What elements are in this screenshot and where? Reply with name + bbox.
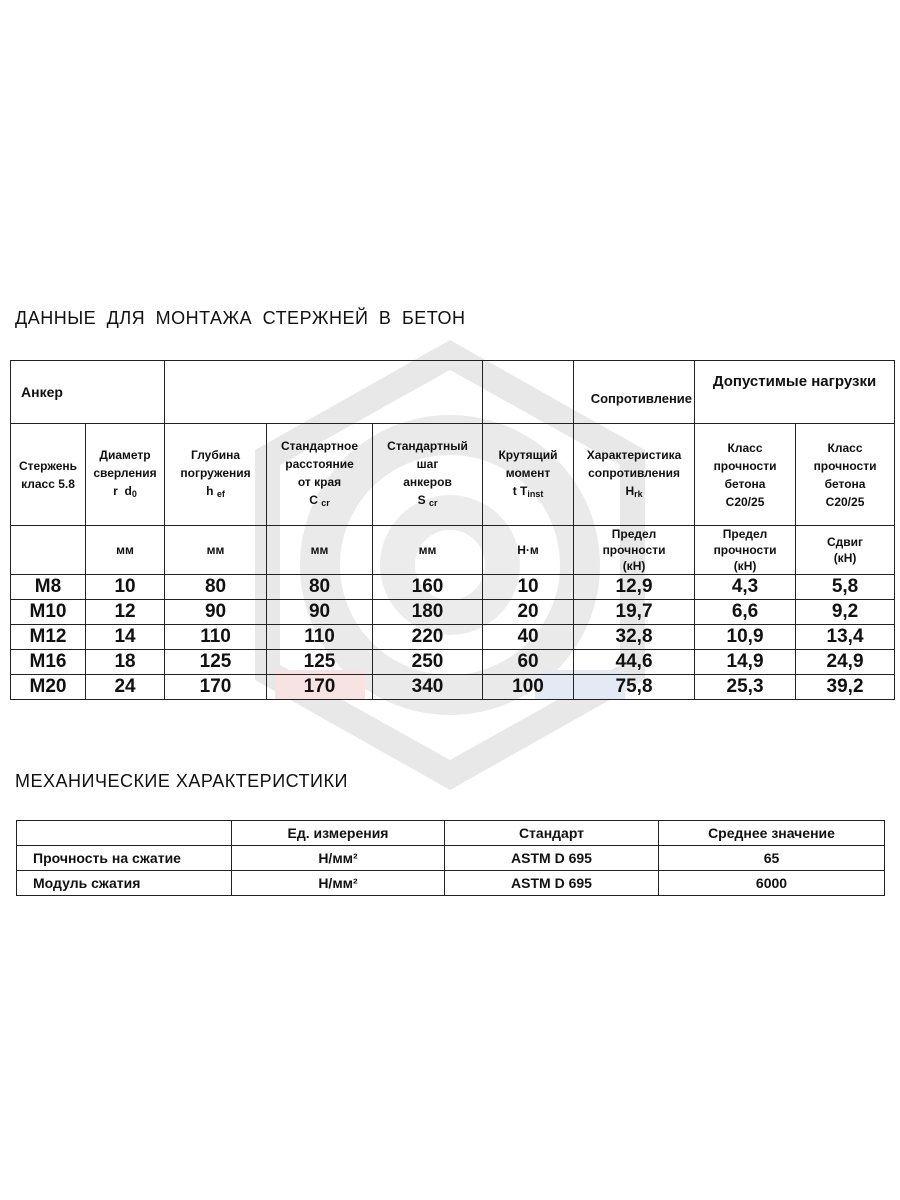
cell-drill: 14 bbox=[86, 625, 165, 650]
table-row bbox=[17, 846, 885, 871]
empty-header-cell bbox=[165, 361, 483, 424]
empty-header-cell bbox=[483, 361, 574, 424]
cell-class-2: 39,2 bbox=[796, 675, 895, 700]
cell-class-1: 14,9 bbox=[695, 650, 796, 675]
cell-rod: M8 bbox=[11, 575, 86, 600]
unit-line: (кН) bbox=[833, 551, 857, 565]
header-line: момент bbox=[505, 466, 551, 480]
cell-rod: M12 bbox=[11, 625, 86, 650]
cell-spacing: 250 bbox=[373, 650, 483, 675]
mech-average: 6000 bbox=[659, 871, 885, 896]
cell-rod: M10 bbox=[11, 600, 86, 625]
symbol-sub: cr bbox=[321, 498, 330, 508]
header-line: от края bbox=[297, 475, 342, 489]
header-line: шаг bbox=[416, 457, 439, 471]
header-line: погружения bbox=[180, 466, 251, 480]
header-line: Стержень bbox=[18, 458, 78, 473]
unit-char-resistance bbox=[574, 526, 695, 575]
mech-standard: ASTM D 695 bbox=[445, 846, 659, 871]
cell-class-2: 24,9 bbox=[796, 650, 895, 675]
symbol: t T bbox=[512, 484, 528, 498]
mechanical-properties-table bbox=[16, 820, 885, 896]
cell-depth: 80 bbox=[165, 575, 267, 600]
col-header-torque bbox=[483, 424, 574, 526]
symbol-sub: inst bbox=[527, 489, 544, 499]
header-line: прочности bbox=[813, 458, 877, 473]
unit-depth: мм bbox=[165, 526, 267, 575]
cell-drill: 12 bbox=[86, 600, 165, 625]
mech-property-name: Модуль сжатия bbox=[17, 871, 232, 896]
header-line: бетона bbox=[724, 476, 766, 491]
header-line: анкеров bbox=[403, 475, 452, 489]
anchor-install-table bbox=[10, 360, 895, 700]
table-row bbox=[11, 600, 895, 625]
unit-class-2 bbox=[796, 526, 895, 575]
cell-class-2: 5,8 bbox=[796, 575, 895, 600]
mech-property-name: Прочность на сжатие bbox=[17, 846, 232, 871]
unit-edge: мм bbox=[267, 526, 373, 575]
header-line: прочности bbox=[713, 458, 777, 473]
header-line: класс 5.8 bbox=[21, 476, 75, 491]
cell-rod: M16 bbox=[11, 650, 86, 675]
header-line: Диаметр bbox=[99, 448, 151, 462]
table-row bbox=[11, 575, 895, 600]
mech-header-row bbox=[17, 821, 885, 846]
cell-edge: 90 bbox=[267, 600, 373, 625]
symbol: H bbox=[625, 484, 635, 498]
col-header-drill-diameter bbox=[86, 424, 165, 526]
col-header-char-resistance bbox=[574, 424, 695, 526]
header-line: Крутящий bbox=[498, 448, 558, 462]
mech-unit: Н/мм² bbox=[232, 871, 445, 896]
table-column-header-row bbox=[11, 424, 895, 526]
table-row bbox=[17, 871, 885, 896]
col-header-concrete-class-1 bbox=[695, 424, 796, 526]
unit-line: прочности bbox=[713, 543, 777, 557]
mech-header-empty bbox=[17, 821, 232, 846]
cell-edge: 80 bbox=[267, 575, 373, 600]
symbol-sub: cr bbox=[428, 498, 438, 508]
header-line: C20/25 bbox=[825, 494, 865, 509]
mech-header-standard: Стандарт bbox=[445, 821, 659, 846]
cell-drill: 10 bbox=[86, 575, 165, 600]
cell-depth: 110 bbox=[165, 625, 267, 650]
col-header-depth bbox=[165, 424, 267, 526]
cell-char-resistance: 75,8 bbox=[574, 675, 695, 700]
col-header-concrete-class-2 bbox=[796, 424, 895, 526]
unit-drill: мм bbox=[86, 526, 165, 575]
header-line: сверления bbox=[93, 466, 157, 480]
cell-torque: 60 bbox=[483, 650, 574, 675]
symbol: h bbox=[206, 484, 214, 498]
resistance-group-header: Сопротивление bbox=[574, 361, 695, 424]
header-line: Характеристика bbox=[586, 448, 682, 462]
cell-spacing: 160 bbox=[373, 575, 483, 600]
cell-edge: 170 bbox=[267, 675, 373, 700]
cell-torque: 20 bbox=[483, 600, 574, 625]
symbol: r d bbox=[113, 484, 132, 498]
table-row bbox=[11, 625, 895, 650]
header-line: Класс bbox=[727, 440, 763, 455]
header-line: C20/25 bbox=[725, 494, 765, 509]
table-group-header-row bbox=[11, 361, 895, 424]
cell-class-2: 13,4 bbox=[796, 625, 895, 650]
mech-header-average: Среднее значение bbox=[659, 821, 885, 846]
unit-torque: Н·м bbox=[483, 526, 574, 575]
cell-torque: 40 bbox=[483, 625, 574, 650]
header-line: расстояние bbox=[285, 457, 354, 471]
cell-drill: 24 bbox=[86, 675, 165, 700]
cell-rod: M20 bbox=[11, 675, 86, 700]
header-line: бетона bbox=[824, 476, 866, 491]
symbol: S bbox=[417, 493, 426, 507]
cell-char-resistance: 32,8 bbox=[574, 625, 695, 650]
header-line: Глубина bbox=[190, 448, 241, 462]
symbol-sub: ef bbox=[216, 489, 225, 499]
section-title-install: ДАННЫЕ ДЛЯ МОНТАЖА СТЕРЖНЕЙ В БЕТОН bbox=[15, 308, 466, 328]
unit-line: Предел bbox=[611, 527, 657, 541]
mech-standard: ASTM D 695 bbox=[445, 871, 659, 896]
table-row bbox=[11, 650, 895, 675]
unit-line: Сдвиг bbox=[827, 535, 864, 549]
cell-torque: 100 bbox=[483, 675, 574, 700]
header-line: сопротивления bbox=[588, 466, 680, 480]
header-line: Стандартное bbox=[280, 439, 359, 453]
col-header-spacing bbox=[373, 424, 483, 526]
cell-depth: 170 bbox=[165, 675, 267, 700]
header-line: Стандартный bbox=[387, 439, 468, 453]
cell-edge: 125 bbox=[267, 650, 373, 675]
cell-class-1: 25,3 bbox=[695, 675, 796, 700]
cell-spacing: 340 bbox=[373, 675, 483, 700]
cell-class-1: 10,9 bbox=[695, 625, 796, 650]
mech-average: 65 bbox=[659, 846, 885, 871]
cell-torque: 10 bbox=[483, 575, 574, 600]
col-header-rod bbox=[11, 424, 86, 526]
cell-class-1: 6,6 bbox=[695, 600, 796, 625]
cell-depth: 125 bbox=[165, 650, 267, 675]
unit-line: Предел bbox=[722, 527, 768, 541]
mech-header-unit: Ед. измерения bbox=[232, 821, 445, 846]
table-row bbox=[11, 675, 895, 700]
cell-class-2: 9,2 bbox=[796, 600, 895, 625]
section-title-mechanical: МЕХАНИЧЕСКИЕ ХАРАКТЕРИСТИКИ bbox=[15, 771, 348, 791]
unit-spacing: мм bbox=[373, 526, 483, 575]
mech-unit: Н/мм² bbox=[232, 846, 445, 871]
cell-spacing: 220 bbox=[373, 625, 483, 650]
symbol: C bbox=[309, 493, 318, 507]
cell-depth: 90 bbox=[165, 600, 267, 625]
anchor-group-header: Анкер bbox=[11, 361, 165, 424]
symbol-sub: 0 bbox=[131, 489, 137, 499]
unit-line: прочности bbox=[602, 543, 666, 557]
cell-spacing: 180 bbox=[373, 600, 483, 625]
header-line: Класс bbox=[827, 440, 863, 455]
cell-char-resistance: 12,9 bbox=[574, 575, 695, 600]
cell-char-resistance: 44,6 bbox=[574, 650, 695, 675]
allowed-loads-group-header: Допустимые нагрузки bbox=[695, 361, 895, 424]
cell-edge: 110 bbox=[267, 625, 373, 650]
empty-unit-cell bbox=[11, 526, 86, 575]
cell-class-1: 4,3 bbox=[695, 575, 796, 600]
cell-drill: 18 bbox=[86, 650, 165, 675]
col-header-edge bbox=[267, 424, 373, 526]
unit-line: (кН) bbox=[733, 559, 757, 573]
unit-class-1 bbox=[695, 526, 796, 575]
symbol-sub: rk bbox=[634, 489, 643, 499]
table-unit-row bbox=[11, 526, 895, 575]
unit-line: (кН) bbox=[622, 559, 646, 573]
cell-char-resistance: 19,7 bbox=[574, 600, 695, 625]
